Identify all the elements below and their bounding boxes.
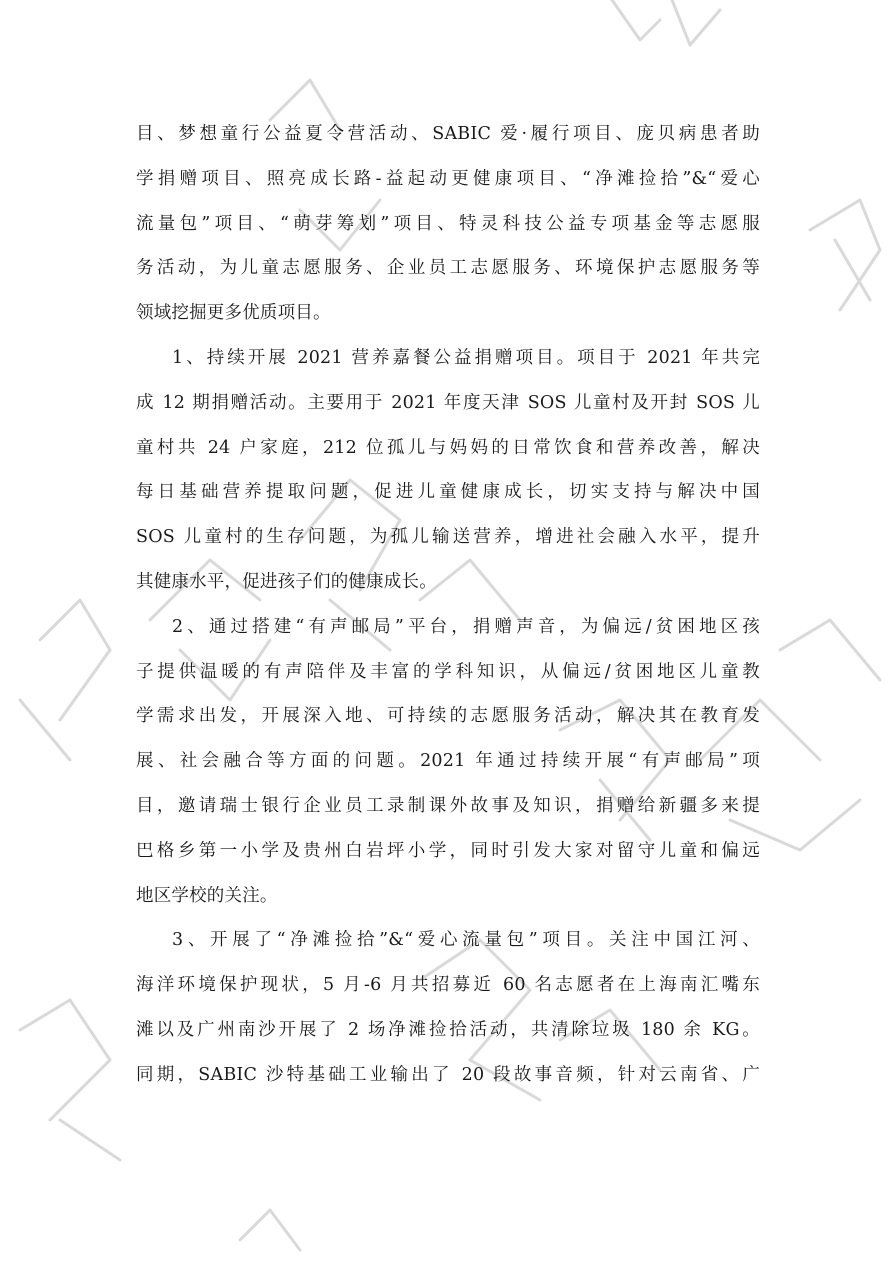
text-line: 目，邀请瑞士银行企业员工录制课外故事及知识，捐赠给新疆多来提 <box>136 795 760 816</box>
paragraph-2-first-line: 2、通过搭建“有声邮局”平台，捐赠声音，为偏远/贫困地区孩 <box>172 616 760 637</box>
text-line: 学需求出发，开展深入地、可持续的志愿服务活动，解决其在教育发 <box>136 706 760 727</box>
paragraph-3-first-line: 3、开展了“净滩捡拾”&“爱心流量包”项目。关注中国江河、 <box>172 930 760 951</box>
text-line: 其健康水平，促进孩子们的健康成长。 <box>136 571 437 592</box>
text-line: 巴格乡第一小学及贵州白岩坪小学，同时引发大家对留守儿童和偏远 <box>136 840 760 861</box>
text-line: 学捐赠项目、照亮成长路-益起动更健康项目、“净滩捡拾”&“爱心 <box>136 168 760 189</box>
text-line: 同期，SABIC 沙特基础工业输出了 20 段故事音频，针对云南省、广 <box>136 1064 760 1085</box>
text-line: 务活动，为儿童志愿服务、企业员工志愿服务、环境保护志愿服务等 <box>136 258 760 279</box>
text-line: SOS 儿童村的生存问题，为孤儿输送营养，增进社会融入水平，提升 <box>136 527 760 548</box>
text-line: 滩以及广州南沙开展了 2 场净滩捡拾活动，共清除垃圾 180 余 KG。 <box>136 1019 760 1040</box>
text-line: 地区学校的关注。 <box>136 885 278 906</box>
text-line: 展、社会融合等方面的问题。2021 年通过持续开展“有声邮局”项 <box>136 751 760 772</box>
text-line: 目、梦想童行公益夏令营活动、SABIC 爱·履行项目、庞贝病患者助 <box>136 124 760 144</box>
paragraph-1-first-line: 1、持续开展 2021 营养嘉餐公益捐赠项目。项目于 2021 年共完 <box>172 347 760 368</box>
text-line: 子提供温暖的有声陪伴及丰富的学科知识，从偏远/贫困地区儿童教 <box>136 661 760 682</box>
text-line: 领域挖掘更多优质项目。 <box>136 303 331 324</box>
text-line: 童村共 24 户家庭，212 位孤儿与妈妈的日常饮食和营养改善，解决 <box>136 437 760 458</box>
text-line: 每日基础营养提取问题，促进儿童健康成长，切实支持与解决中国 <box>136 482 760 503</box>
text-line: 流量包”项目、“萌芽筹划”项目、特灵科技公益专项基金等志愿服 <box>136 213 760 234</box>
text-line: 海洋环境保护现状，5 月-6 月共招募近 60 名志愿者在上海南汇嘴东 <box>136 975 760 996</box>
document-body <box>136 112 760 1098</box>
text-line: 成 12 期捐赠活动。主要用于 2021 年度天津 SOS 儿童村及开封 SOS 儿 <box>136 392 760 413</box>
